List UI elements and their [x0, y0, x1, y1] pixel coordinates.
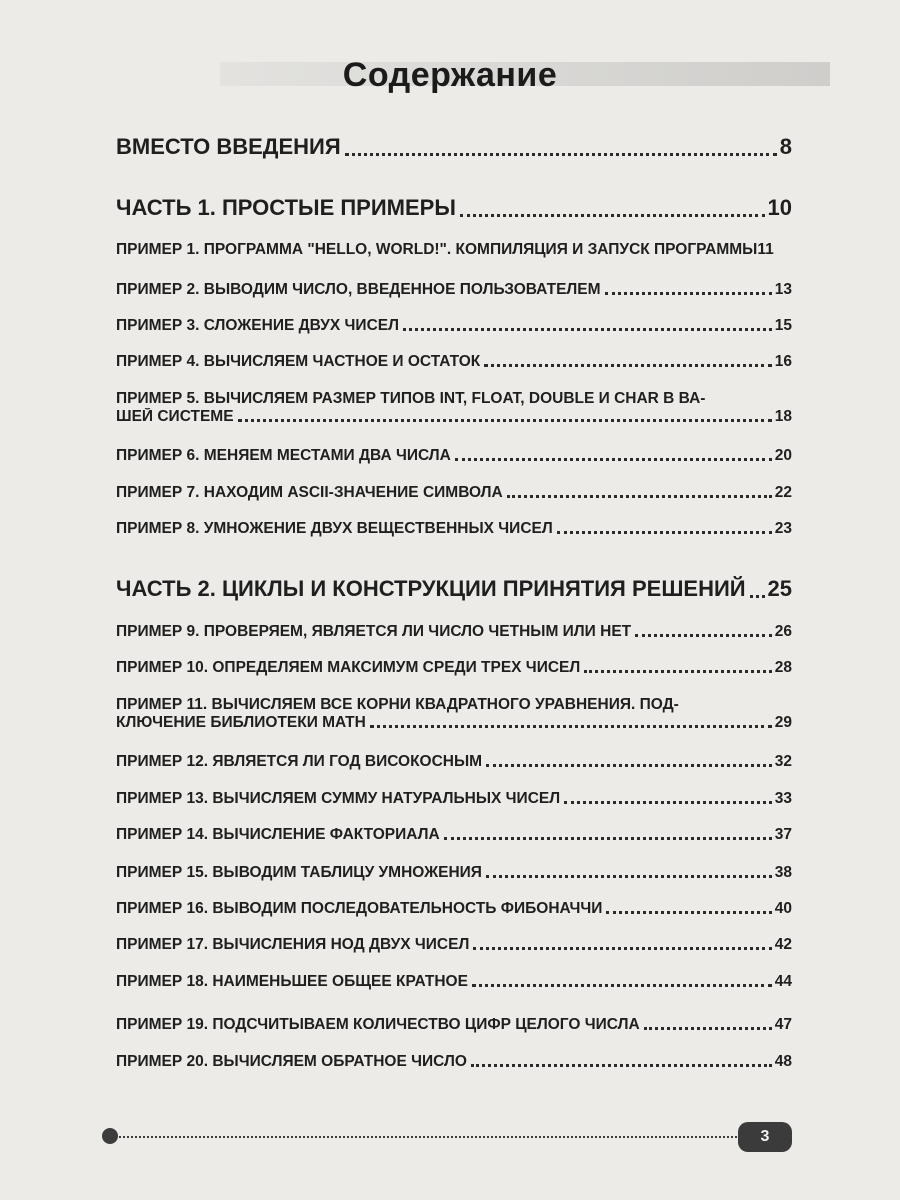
toc-entry-page: 20	[774, 447, 792, 464]
toc-entry-page: 13	[774, 281, 792, 298]
toc-entry-part1[interactable]	[116, 195, 792, 221]
toc-entry-title: ПРИМЕР 13. ВЫЧИСЛЯЕМ СУММУ НАТУРАЛЬНЫХ ЧИСЕЛ	[116, 790, 561, 807]
leader-dots	[486, 874, 772, 878]
toc-entry-title: ПРИМЕР 4. ВЫЧИСЛЯЕМ ЧАСТНОЕ И ОСТАТОК	[116, 353, 481, 370]
toc-entry-title: ПРИМЕР 16. ВЫВОДИМ ПОСЛЕДОВАТЕЛЬНОСТЬ ФИБОНАЧЧИ	[116, 900, 603, 917]
toc-entry-page: 42	[774, 936, 792, 953]
toc-entry-title-line2: ШЕЙ СИСТЕМЕ	[116, 408, 234, 425]
toc-entry-title: ПРИМЕР 14. ВЫЧИСЛЕНИЕ ФАКТОРИАЛА	[116, 826, 440, 843]
toc-entry-title: ПРИМЕР 10. ОПРЕДЕЛЯЕМ МАКСИМУМ СРЕДИ ТРЕХ ЧИСЕЛ	[116, 659, 581, 676]
toc-entry-example-18[interactable]	[116, 973, 792, 991]
leader-dots	[238, 418, 772, 422]
toc-entry-example-4[interactable]	[116, 353, 792, 371]
toc-entry-page: 22	[774, 484, 792, 501]
toc-entry-title: ПРИМЕР 15. ВЫВОДИМ ТАБЛИЦУ УМНОЖЕНИЯ	[116, 864, 482, 881]
leader-dots	[584, 669, 771, 673]
leader-dots	[557, 530, 772, 534]
leader-dots	[750, 594, 765, 598]
leader-dots	[484, 363, 772, 367]
page-title: Содержание	[342, 56, 558, 94]
toc-entry-title-line2: КЛЮЧЕНИЕ БИБЛИОТЕКИ MATH	[116, 714, 366, 731]
leader-dots	[507, 494, 772, 498]
toc-entry-page: 37	[774, 826, 792, 843]
toc-entry-part2[interactable]	[116, 576, 792, 602]
toc-entry-example-10[interactable]	[116, 659, 792, 677]
toc-entry-page: 44	[774, 973, 792, 990]
toc-entry-page: 48	[774, 1053, 792, 1070]
leader-dots	[455, 457, 772, 461]
toc-entry-example-20[interactable]	[116, 1053, 792, 1071]
leader-dots	[635, 633, 772, 637]
toc-entry-example-17[interactable]	[116, 936, 792, 954]
leader-dots	[370, 724, 772, 728]
toc-entry-example-6[interactable]	[116, 447, 792, 465]
leader-dots	[403, 327, 772, 331]
toc-entry-page: 32	[774, 753, 792, 770]
toc-entry-page: 28	[774, 659, 792, 676]
toc-entry-title: ЧАСТЬ 1. ПРОСТЫЕ ПРИМЕРЫ	[116, 195, 456, 220]
toc-entry-example-9[interactable]	[116, 623, 792, 641]
footer-dotted-rule	[112, 1136, 740, 1138]
leader-dots	[606, 910, 771, 914]
toc-entry-example-7[interactable]	[116, 484, 792, 502]
leader-dots	[471, 1063, 772, 1067]
toc-entry-title: ПРИМЕР 2. ВЫВОДИМ ЧИСЛО, ВВЕДЕННОЕ ПОЛЬЗОВАТЕЛЕМ	[116, 281, 601, 298]
toc-entry-title: ПРИМЕР 12. ЯВЛЯЕТСЯ ЛИ ГОД ВИСОКОСНЫМ	[116, 753, 483, 770]
toc-entry-example-15[interactable]	[116, 864, 792, 882]
toc-entry-example-13[interactable]	[116, 790, 792, 808]
toc-entry-page: 33	[774, 790, 792, 807]
toc-entry-title: ЧАСТЬ 2. ЦИКЛЫ И КОНСТРУКЦИИ ПРИНЯТИЯ РЕШЕНИЙ	[116, 576, 746, 601]
toc-entry-page: 10	[767, 195, 792, 220]
toc-entry-title-line1: ПРИМЕР 11. ВЫЧИСЛЯЕМ ВСЕ КОРНИ КВАДРАТНОГО УРАВНЕНИЯ. ПОД-	[116, 696, 679, 713]
toc-entry-page: 29	[774, 714, 792, 731]
toc-entry-page: 15	[774, 317, 792, 334]
leader-dots	[345, 152, 777, 156]
toc-entry-example-14[interactable]	[116, 826, 792, 844]
toc-entry-title: ПРИМЕР 9. ПРОВЕРЯЕМ, ЯВЛЯЕТСЯ ЛИ ЧИСЛО ЧЕТНЫМ ИЛИ НЕТ	[116, 623, 632, 640]
leader-dots	[605, 291, 772, 295]
leader-dots	[444, 836, 772, 840]
toc-entry-intro[interactable]	[116, 134, 792, 160]
toc-entry-example-19[interactable]	[116, 1016, 792, 1034]
leader-dots	[486, 763, 772, 767]
toc-entry-title: ПРИМЕР 7. НАХОДИМ ASCII-ЗНАЧЕНИЕ СИМВОЛА	[116, 484, 503, 501]
toc-entry-title: ПРИМЕР 20. ВЫЧИСЛЯЕМ ОБРАТНОЕ ЧИСЛО	[116, 1053, 467, 1070]
toc-entry-page: 25	[767, 576, 792, 601]
toc-entry-example-2[interactable]	[116, 281, 792, 299]
toc-entry-page: 16	[774, 353, 792, 370]
toc-entry-title: ПРИМЕР 19. ПОДСЧИТЫВАЕМ КОЛИЧЕСТВО ЦИФР ЦЕЛОГО ЧИСЛА	[116, 1016, 640, 1033]
toc-entry-example-1[interactable]	[116, 241, 792, 259]
toc-entry-page: 18	[774, 408, 792, 425]
toc-entry-page: 47	[774, 1016, 792, 1033]
toc-entry-title-line1: ПРИМЕР 5. ВЫЧИСЛЯЕМ РАЗМЕР ТИПОВ INT, FLOAT, DOUBLE И CHAR В ВА-	[116, 390, 706, 407]
page-number-badge: 3	[738, 1122, 792, 1152]
toc-entry-title: ПРИМЕР 18. НАИМЕНЬШЕЕ ОБЩЕЕ КРАТНОЕ	[116, 973, 468, 990]
toc-entry-page: 26	[774, 623, 792, 640]
toc-entry-title: ПРИМЕР 6. МЕНЯЕМ МЕСТАМИ ДВА ЧИСЛА	[116, 447, 451, 464]
toc-entry-example-11[interactable]	[116, 696, 792, 732]
leader-dots	[644, 1026, 772, 1030]
toc-entry-title: ПРИМЕР 1. ПРОГРАММА "HELLO, WORLD!". КОМПИЛЯЦИЯ И ЗАПУСК ПРОГРАММЫ	[116, 241, 758, 258]
leader-dots	[473, 946, 771, 950]
toc-entry-page: 38	[774, 864, 792, 881]
toc-entry-page: 8	[779, 134, 792, 159]
toc-entry-example-8[interactable]	[116, 520, 792, 538]
toc-entry-page: 40	[774, 900, 792, 917]
toc-entry-example-3[interactable]	[116, 317, 792, 335]
toc-entry-page: 11	[757, 241, 774, 258]
toc-entry-example-12[interactable]	[116, 753, 792, 771]
toc-entry-title: ПРИМЕР 8. УМНОЖЕНИЕ ДВУХ ВЕЩЕСТВЕННЫХ ЧИСЕЛ	[116, 520, 553, 537]
toc-entry-title: ПРИМЕР 17. ВЫЧИСЛЕНИЯ НОД ДВУХ ЧИСЕЛ	[116, 936, 470, 953]
leader-dots	[564, 800, 772, 804]
leader-dots	[460, 213, 765, 217]
leader-dots	[472, 983, 772, 987]
toc-entry-title: ПРИМЕР 3. СЛОЖЕНИЕ ДВУХ ЧИСЕЛ	[116, 317, 399, 334]
toc-entry-example-16[interactable]	[116, 900, 792, 918]
toc-entry-example-5[interactable]	[116, 390, 792, 426]
toc-entry-title: ВМЕСТО ВВЕДЕНИЯ	[116, 134, 341, 159]
toc-entry-page: 23	[774, 520, 792, 537]
